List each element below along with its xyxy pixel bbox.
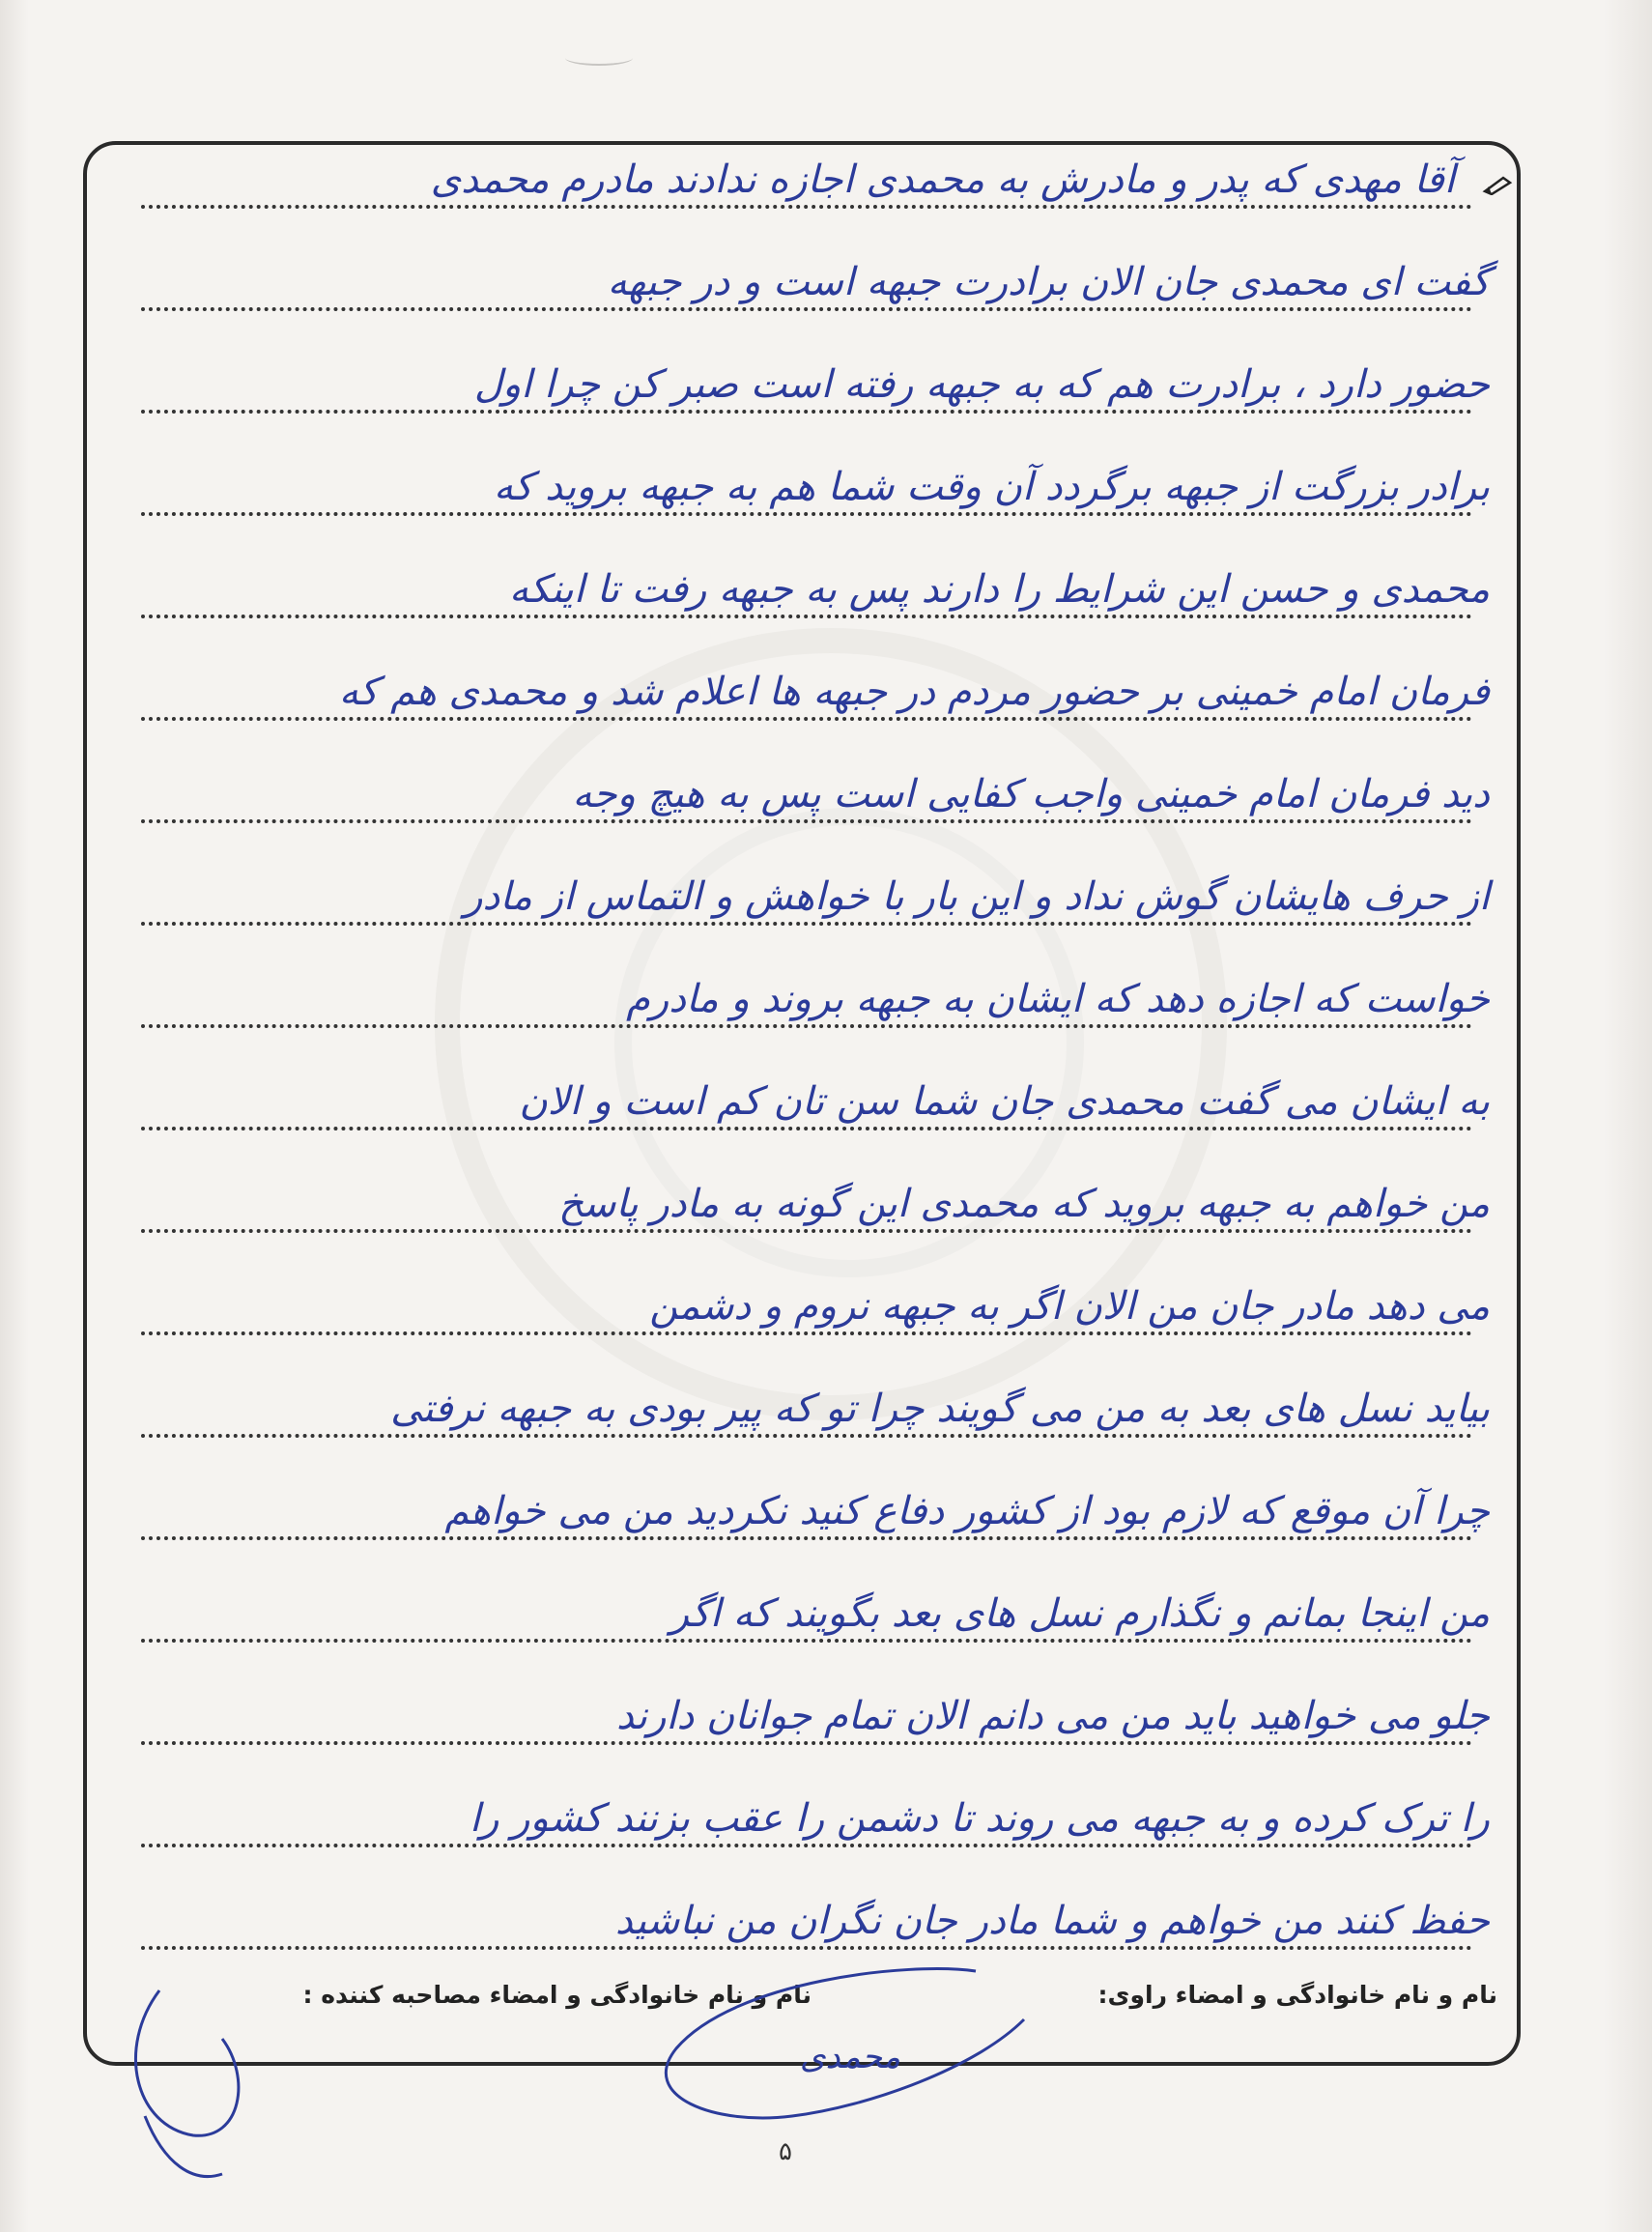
line-text: من اینجا بمانم و نگذارم نسل های بعد بگویند که اگر — [669, 1591, 1490, 1636]
line-text: گفت ای محمدی جان الان برادرت جبهه است و در جبهه — [607, 260, 1490, 304]
line-row-1 — [97, 126, 1517, 218]
line-row-8 — [97, 843, 1517, 935]
dotted-rule — [141, 205, 1472, 209]
dotted-rule — [141, 1127, 1472, 1130]
dotted-rule — [141, 922, 1472, 926]
dotted-rule — [141, 1536, 1472, 1540]
line-row-18 — [97, 1867, 1517, 1960]
line-row-11 — [97, 1150, 1517, 1243]
page-number: ۵ — [779, 2137, 792, 2166]
line-text: را ترک کرده و به جبهه می روند تا دشمن را عقب بزنند کشور را — [470, 1796, 1490, 1841]
line-row-10 — [97, 1047, 1517, 1140]
line-text: من خواهم به جبهه بروید که محمدی این گونه به مادر پاسخ — [558, 1182, 1490, 1226]
line-text: آقا مهدی که پدر و مادرش به محمدی اجازه ندادند مادرم محمدی — [430, 157, 1455, 202]
signature-footer — [97, 1971, 1507, 2039]
signature-name: محمدی — [799, 2038, 901, 2076]
line-text: می دهد مادر جان من الان اگر به جبهه نروم و دشمن — [649, 1284, 1490, 1329]
narrator-signature-label: نام و نام خانوادگی و امضاء راوی: — [1097, 1981, 1497, 2009]
line-row-3 — [97, 330, 1517, 423]
pencil-icon — [1482, 174, 1513, 195]
dotted-rule — [141, 1844, 1472, 1847]
line-text: بیاید نسل های بعد به من می گویند چرا تو که پیر بودی به جبهه نرفتی — [390, 1387, 1490, 1431]
dotted-rule — [141, 512, 1472, 516]
dotted-rule — [141, 1024, 1472, 1028]
line-text: برادر بزرگت از جبهه برگردد آن وقت شما هم به جبهه بروید که — [493, 465, 1490, 509]
line-text: حضور دارد ، برادرت هم که به جبهه رفته است صبر کن چرا اول — [473, 362, 1490, 407]
dotted-rule — [141, 1639, 1472, 1643]
line-text: از حرف هایشان گوش نداد و این بار با خواهش و التماس از مادر — [464, 874, 1490, 919]
dotted-rule — [141, 1434, 1472, 1438]
line-row-9 — [97, 945, 1517, 1038]
line-row-17 — [97, 1764, 1517, 1857]
line-row-7 — [97, 740, 1517, 833]
dotted-rule — [141, 1229, 1472, 1233]
line-text: فرمان امام خمینی بر حضور مردم در جبهه ها اعلام شد و محمدی هم که — [338, 670, 1490, 714]
line-text: چرا آن موقع که لازم بود از کشور دفاع کنید نکردید من می خواهم — [444, 1489, 1490, 1533]
line-text: به ایشان می گفت محمدی جان شما سن تان کم است و الان — [519, 1079, 1490, 1124]
line-text: جلو می خواهید باید من می دانم الان تمام جوانان دارند — [615, 1694, 1490, 1738]
line-row-13 — [97, 1355, 1517, 1447]
dotted-rule — [141, 307, 1472, 311]
dotted-rule — [141, 1331, 1472, 1335]
line-row-6 — [97, 638, 1517, 730]
dotted-rule — [141, 410, 1472, 414]
line-row-14 — [97, 1457, 1517, 1550]
line-text: محمدی و حسن این شرایط را دارند پس به جبهه رفت تا اینکه — [509, 567, 1490, 612]
line-row-2 — [97, 228, 1517, 321]
dotted-rule — [141, 819, 1472, 823]
dotted-rule — [141, 717, 1472, 721]
line-row-4 — [97, 433, 1517, 526]
line-text: حفظ کنند من خواهم و شما مادر جان نگران من نباشید — [614, 1899, 1490, 1943]
dotted-rule — [141, 1946, 1472, 1950]
line-row-15 — [97, 1560, 1517, 1652]
line-text: دید فرمان امام خمینی واجب کفایی است پس به هیچ وجه — [572, 772, 1490, 816]
line-row-12 — [97, 1252, 1517, 1345]
interviewer-signature-label: نام و نام خانوادگی و امضاء مصاحبه کننده : — [302, 1981, 812, 2009]
line-row-5 — [97, 535, 1517, 628]
line-text: خواست که اجازه دهد که ایشان به جبهه بروند و مادرم — [626, 977, 1490, 1021]
dotted-rule — [141, 615, 1472, 618]
dotted-rule — [141, 1741, 1472, 1745]
line-row-16 — [97, 1662, 1517, 1755]
